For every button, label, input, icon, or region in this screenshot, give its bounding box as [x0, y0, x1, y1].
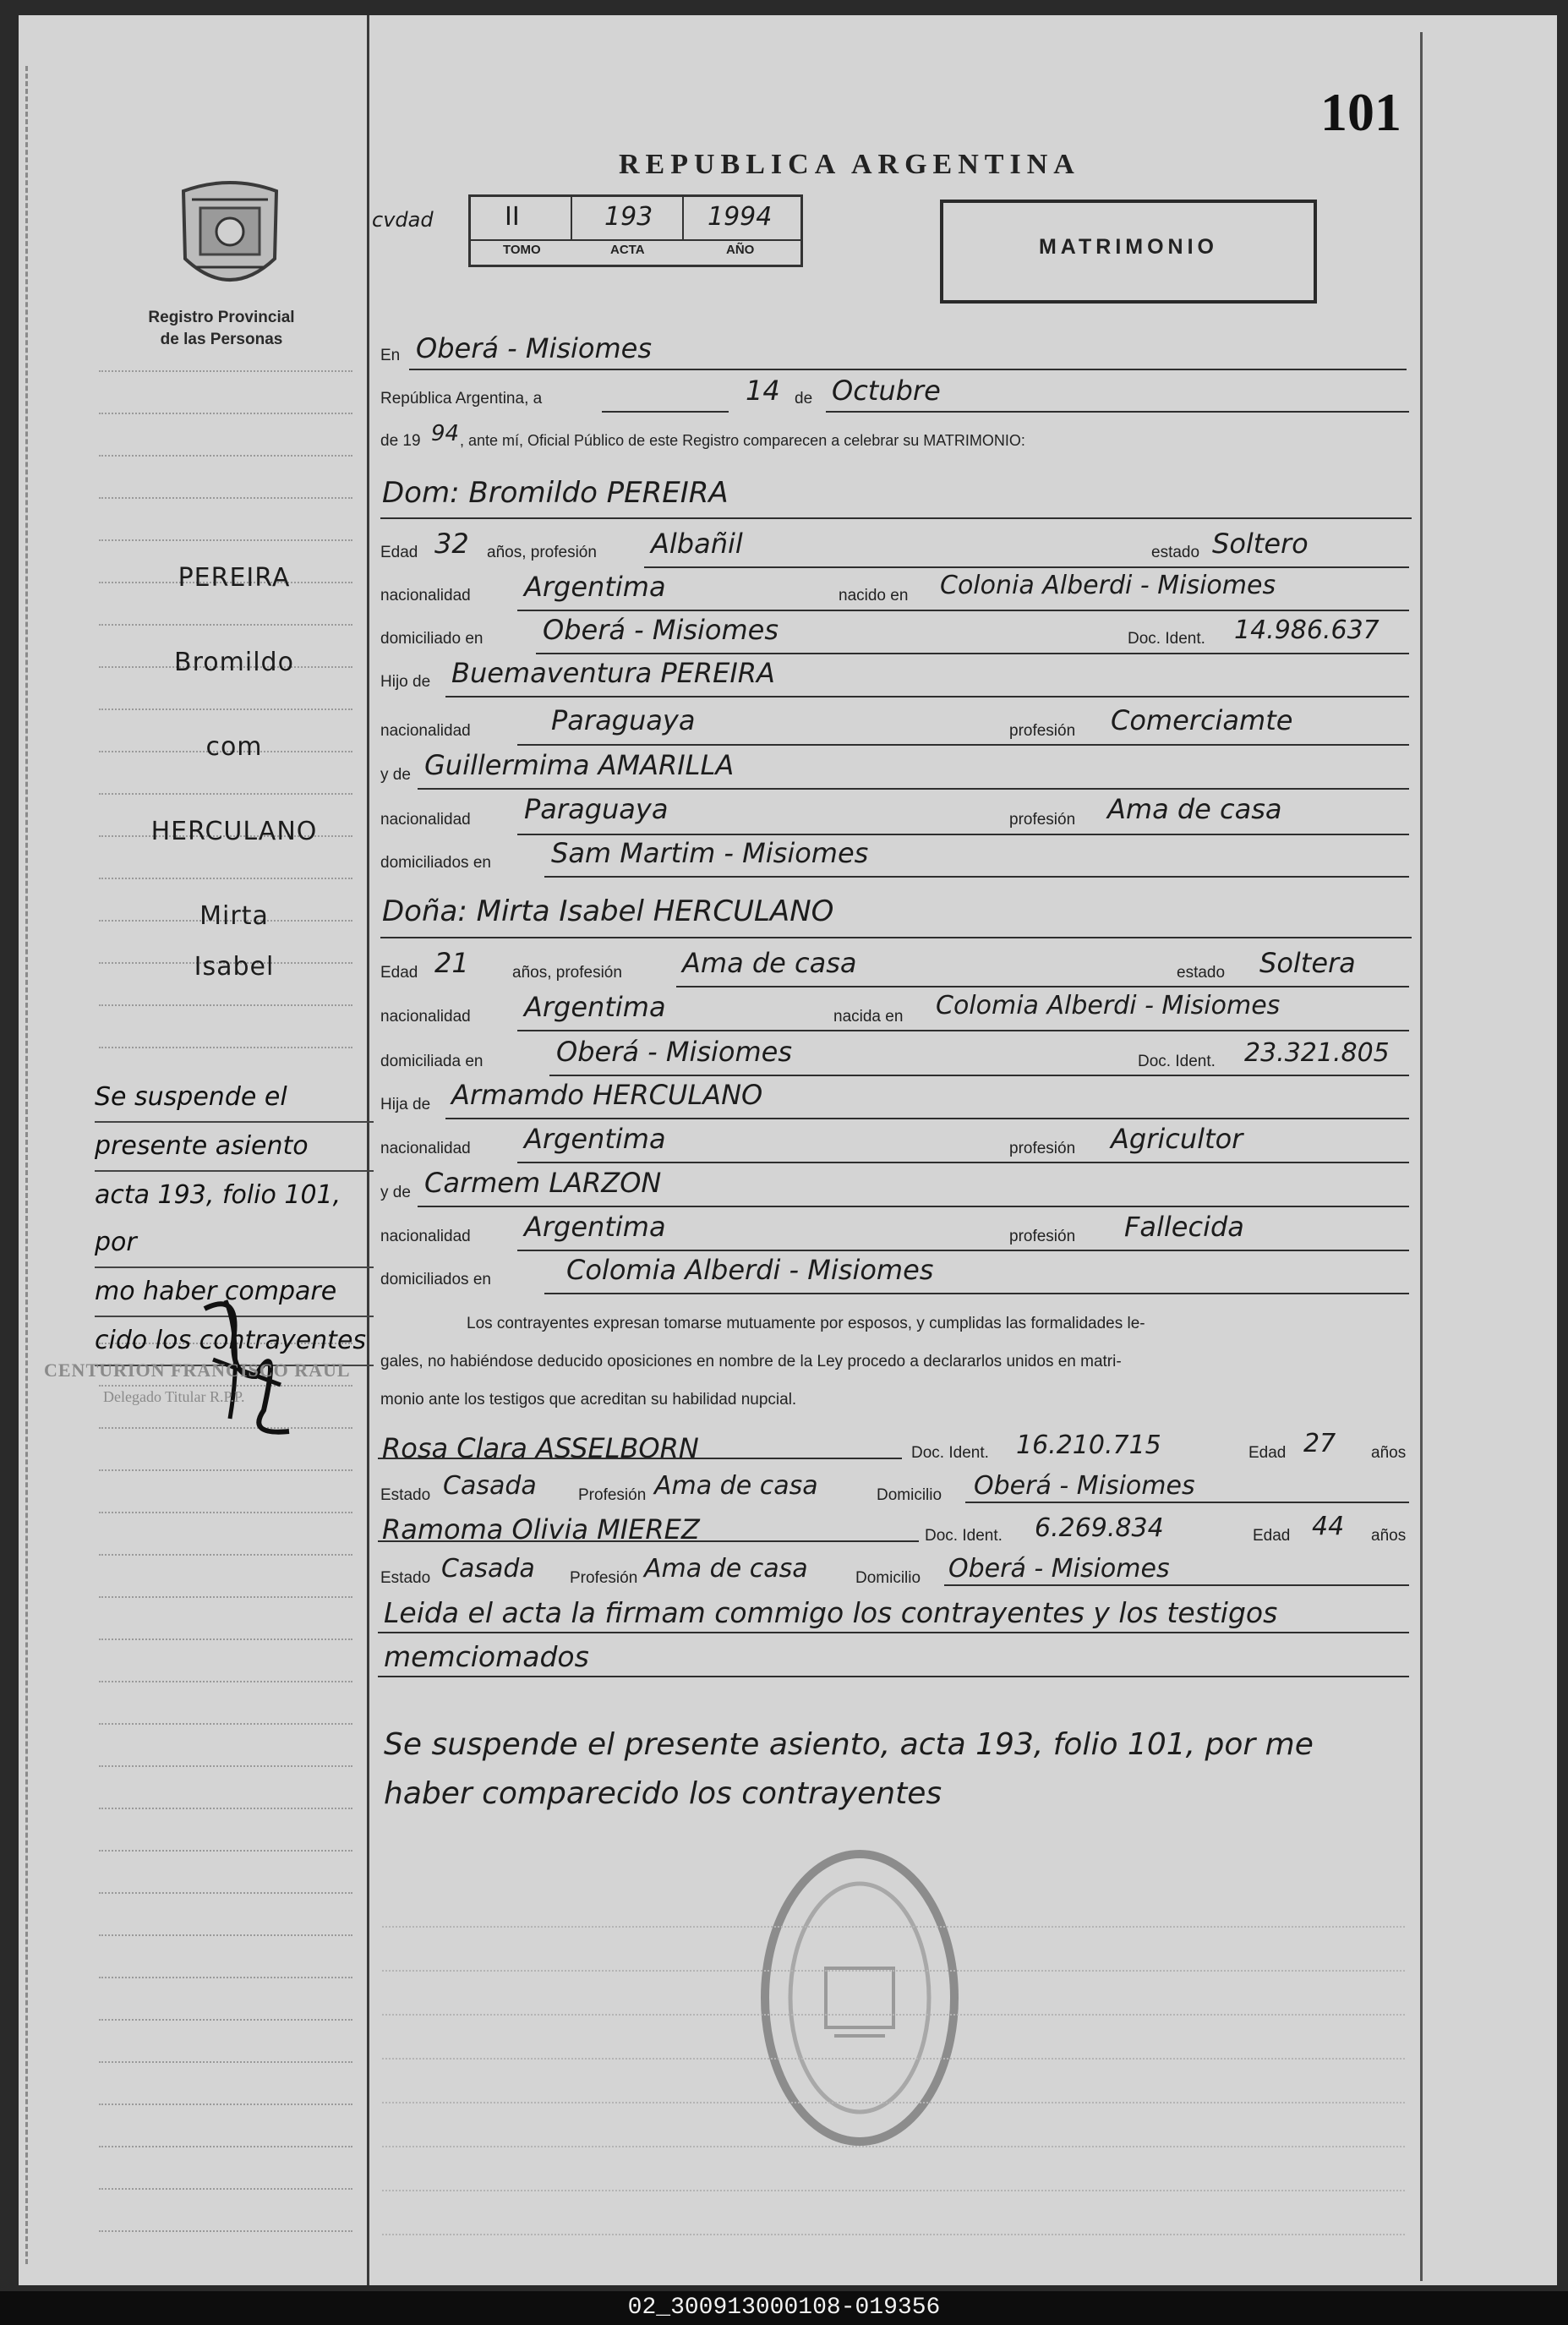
bride-doc-label: Doc. Ident.: [1138, 1053, 1216, 1070]
closing-line-2: memciomados: [384, 1640, 589, 1673]
witness-2-anos-label: años: [1371, 1527, 1407, 1545]
groom-father: Buemaventura PEREIRA: [451, 657, 775, 689]
bride-nationality: Argentima: [524, 991, 666, 1023]
year-prefix: de 19: [380, 432, 421, 450]
bride-father-nat-label: nacionalidad: [380, 1140, 471, 1157]
bride-edad-label: Edad: [380, 964, 418, 982]
place-value: Oberá - Misiomes: [416, 332, 653, 364]
witness-2-edad-label: Edad: [1253, 1527, 1291, 1545]
bride-yde-label: y de: [380, 1184, 411, 1201]
acta-label: ACTA: [610, 243, 645, 257]
bride-profession: Ama de casa: [682, 947, 857, 979]
annotation-line-2: haber comparecido los contrayentes: [384, 1776, 942, 1811]
document-page: [19, 15, 1557, 2285]
ano-label: AÑO: [726, 243, 755, 257]
month-value: Octubre: [832, 375, 941, 407]
bride-name: Doña: Mirta Isabel HERCULANO: [382, 894, 834, 928]
groom-mother-nat: Paraguaya: [524, 793, 669, 825]
groom-father-prof: Comerciamte: [1111, 704, 1293, 736]
folio-number: 101: [1320, 82, 1401, 142]
bride-estado-label: estado: [1177, 964, 1226, 982]
witness-2-name: Ramoma Olivia MIEREZ: [382, 1513, 700, 1545]
witness-2-estado-label: Estado: [380, 1569, 431, 1587]
groom-name: Dom: Bromildo PEREIRA: [382, 476, 729, 510]
annotation-line-1: Se suspende el presente asiento, acta 193, folio 101, por me: [384, 1727, 1314, 1762]
margin-surname-bride: HERCULANO: [150, 817, 318, 846]
groom-mother: Guillermima AMARILLA: [424, 749, 735, 781]
groom-domicile: Oberá - Misiomes: [543, 614, 779, 646]
bride-father-nat: Argentima: [524, 1123, 666, 1155]
witness-1-age: 27: [1303, 1429, 1336, 1458]
witness-1-prof-label: Profesión: [578, 1486, 647, 1504]
bride-mother-prof-label: profesión: [1009, 1228, 1076, 1245]
witness-2-prof-label: Profesión: [570, 1569, 638, 1587]
margin-surname-groom: PEREIRA: [178, 563, 291, 593]
bride-doc: 23.321.805: [1244, 1038, 1390, 1068]
registry-name: Registro Provincial de las Personas: [148, 309, 295, 348]
groom-status: Soltero: [1212, 528, 1308, 560]
bride-birthplace: Colomia Alberdi - Misiomes: [936, 991, 1281, 1020]
groom-dom-label: domiciliado en: [380, 630, 484, 648]
day-value: 14: [746, 375, 780, 407]
witness-2-profession: Ama de casa: [644, 1554, 808, 1584]
witness-1-estado-label: Estado: [380, 1486, 431, 1504]
bride-born-label: nacida en: [833, 1008, 904, 1026]
bride-status: Soltera: [1259, 947, 1356, 979]
closing-line-1: Leida el acta la firmam commigo los contrayentes y los testigos: [384, 1596, 1278, 1629]
groom-parents-dom-label: domiciliados en: [380, 854, 491, 872]
groom-father-nat: Paraguaya: [551, 704, 696, 736]
header-title: REPUBLICA ARGENTINA: [619, 149, 1080, 180]
witness-1-name: Rosa Clara ASSELBORN: [382, 1432, 699, 1464]
groom-nat-label: nacionalidad: [380, 587, 471, 604]
en-label: En: [380, 347, 401, 364]
groom-born-label: nacido en: [839, 587, 909, 604]
right-border: [1420, 32, 1423, 2281]
margin-given-bride-1: Mirta: [199, 901, 269, 931]
margin-given-groom: Bromildo: [174, 648, 294, 677]
bride-anos-label: años, profesión: [512, 964, 622, 982]
witness-2-age: 44: [1312, 1512, 1345, 1541]
ano-value: 1994: [708, 202, 773, 232]
de-label: de: [795, 390, 813, 408]
margin-given-bride-2: Isabel: [194, 952, 275, 982]
witness-1-domicile: Oberá - Misiomes: [974, 1471, 1195, 1501]
bride-father-prof: Agricultor: [1111, 1123, 1243, 1155]
groom-doc-label: Doc. Ident.: [1128, 630, 1205, 648]
bride-mother-prof: Fallecida: [1124, 1211, 1244, 1243]
city-note: cvdad: [372, 208, 434, 232]
groom-profession: Albañil: [651, 528, 743, 560]
groom-doc: 14.986.637: [1234, 615, 1380, 645]
delegate-stamp: CENTURION FRANCISCO RAUL Delegado Titular R.P.P.: [44, 1359, 351, 1405]
bride-father: Armamdo HERCULANO: [451, 1079, 763, 1111]
declaration-line-1: Los contrayentes expresan tomarse mutuamente por esposos, y cumplidas las formalidades le-: [467, 1315, 1145, 1332]
groom-edad-label: Edad: [380, 544, 418, 561]
groom-father-nat-label: nacionalidad: [380, 722, 471, 740]
margin-suspension-note: Se suspende el presente asiento acta 193, folio 101, por mo haber compare cido los contrayentes: [95, 1074, 374, 1366]
bride-mother: Carmem LARZON: [424, 1167, 662, 1199]
registry-seal-icon: [175, 174, 285, 305]
bride-domicile: Oberá - Misiomes: [556, 1036, 793, 1068]
witness-2-doc-label: Doc. Ident.: [925, 1527, 1003, 1545]
witness-1-status: Casada: [443, 1471, 537, 1501]
groom-hijo-label: Hijo de: [380, 673, 431, 691]
groom-nationality: Argentima: [524, 571, 666, 603]
matrimonio-box: [940, 200, 1317, 304]
witness-1-doc: 16.210.715: [1016, 1431, 1161, 1460]
tomo-label: TOMO: [503, 243, 541, 257]
bride-mother-nat-label: nacionalidad: [380, 1228, 471, 1245]
witness-2-domicile: Oberá - Misiomes: [948, 1554, 1170, 1584]
groom-anos-label: años, profesión: [487, 544, 597, 561]
groom-father-prof-label: profesión: [1009, 722, 1076, 740]
bride-father-prof-label: profesión: [1009, 1140, 1076, 1157]
bride-nat-label: nacionalidad: [380, 1008, 471, 1026]
acta-value: 193: [604, 202, 653, 232]
groom-estado-label: estado: [1151, 544, 1200, 561]
bride-parents-dom: Colomia Alberdi - Misiomes: [566, 1254, 934, 1286]
witness-1-doc-label: Doc. Ident.: [911, 1444, 989, 1462]
witness-1-anos-label: años: [1371, 1444, 1407, 1462]
groom-age: 32: [434, 528, 469, 560]
witness-1-edad-label: Edad: [1248, 1444, 1287, 1462]
declaration-line-2: gales, no habiéndose deducido oposiciones en nombre de la Ley procedo a declararlos unidos en matri-: [380, 1353, 1122, 1370]
bride-parents-dom-label: domiciliados en: [380, 1271, 491, 1288]
republica-label: República Argentina, a: [380, 390, 543, 408]
groom-mother-prof: Ama de casa: [1107, 793, 1282, 825]
groom-birthplace: Colonia Alberdi - Misiomes: [940, 571, 1276, 600]
witness-1-profession: Ama de casa: [654, 1471, 818, 1501]
bride-mother-nat: Argentima: [524, 1211, 666, 1243]
bride-hija-label: Hija de: [380, 1096, 431, 1113]
tomo-value: II: [505, 202, 520, 232]
margin-con: com: [205, 732, 263, 762]
witness-2-doc: 6.269.834: [1035, 1513, 1164, 1543]
groom-mother-nat-label: nacionalidad: [380, 811, 471, 829]
witness-2-dom-label: Domicilio: [855, 1569, 921, 1587]
statement-text: , ante mí, Oficial Público de este Registro comparecen a celebrar su MATRIMONIO:: [460, 432, 1025, 449]
bride-age: 21: [434, 947, 469, 979]
declaration-line-3: monio ante los testigos que acreditan su habilidad nupcial.: [380, 1391, 797, 1409]
image-caption: 02_300913000108-019356: [0, 2291, 1568, 2325]
year-suffix: 94: [431, 421, 460, 446]
bride-dom-label: domiciliada en: [380, 1053, 484, 1070]
tomo-acta-ano-box: [468, 194, 803, 267]
groom-yde-label: y de: [380, 766, 411, 784]
groom-parents-dom: Sam Martim - Misiomes: [551, 837, 869, 869]
witness-1-dom-label: Domicilio: [877, 1486, 942, 1504]
matrimonio-label: MATRIMONIO: [1038, 235, 1218, 259]
oval-stamp-icon: [754, 1841, 965, 2158]
witness-2-status: Casada: [441, 1554, 535, 1584]
groom-mother-prof-label: profesión: [1009, 811, 1076, 829]
